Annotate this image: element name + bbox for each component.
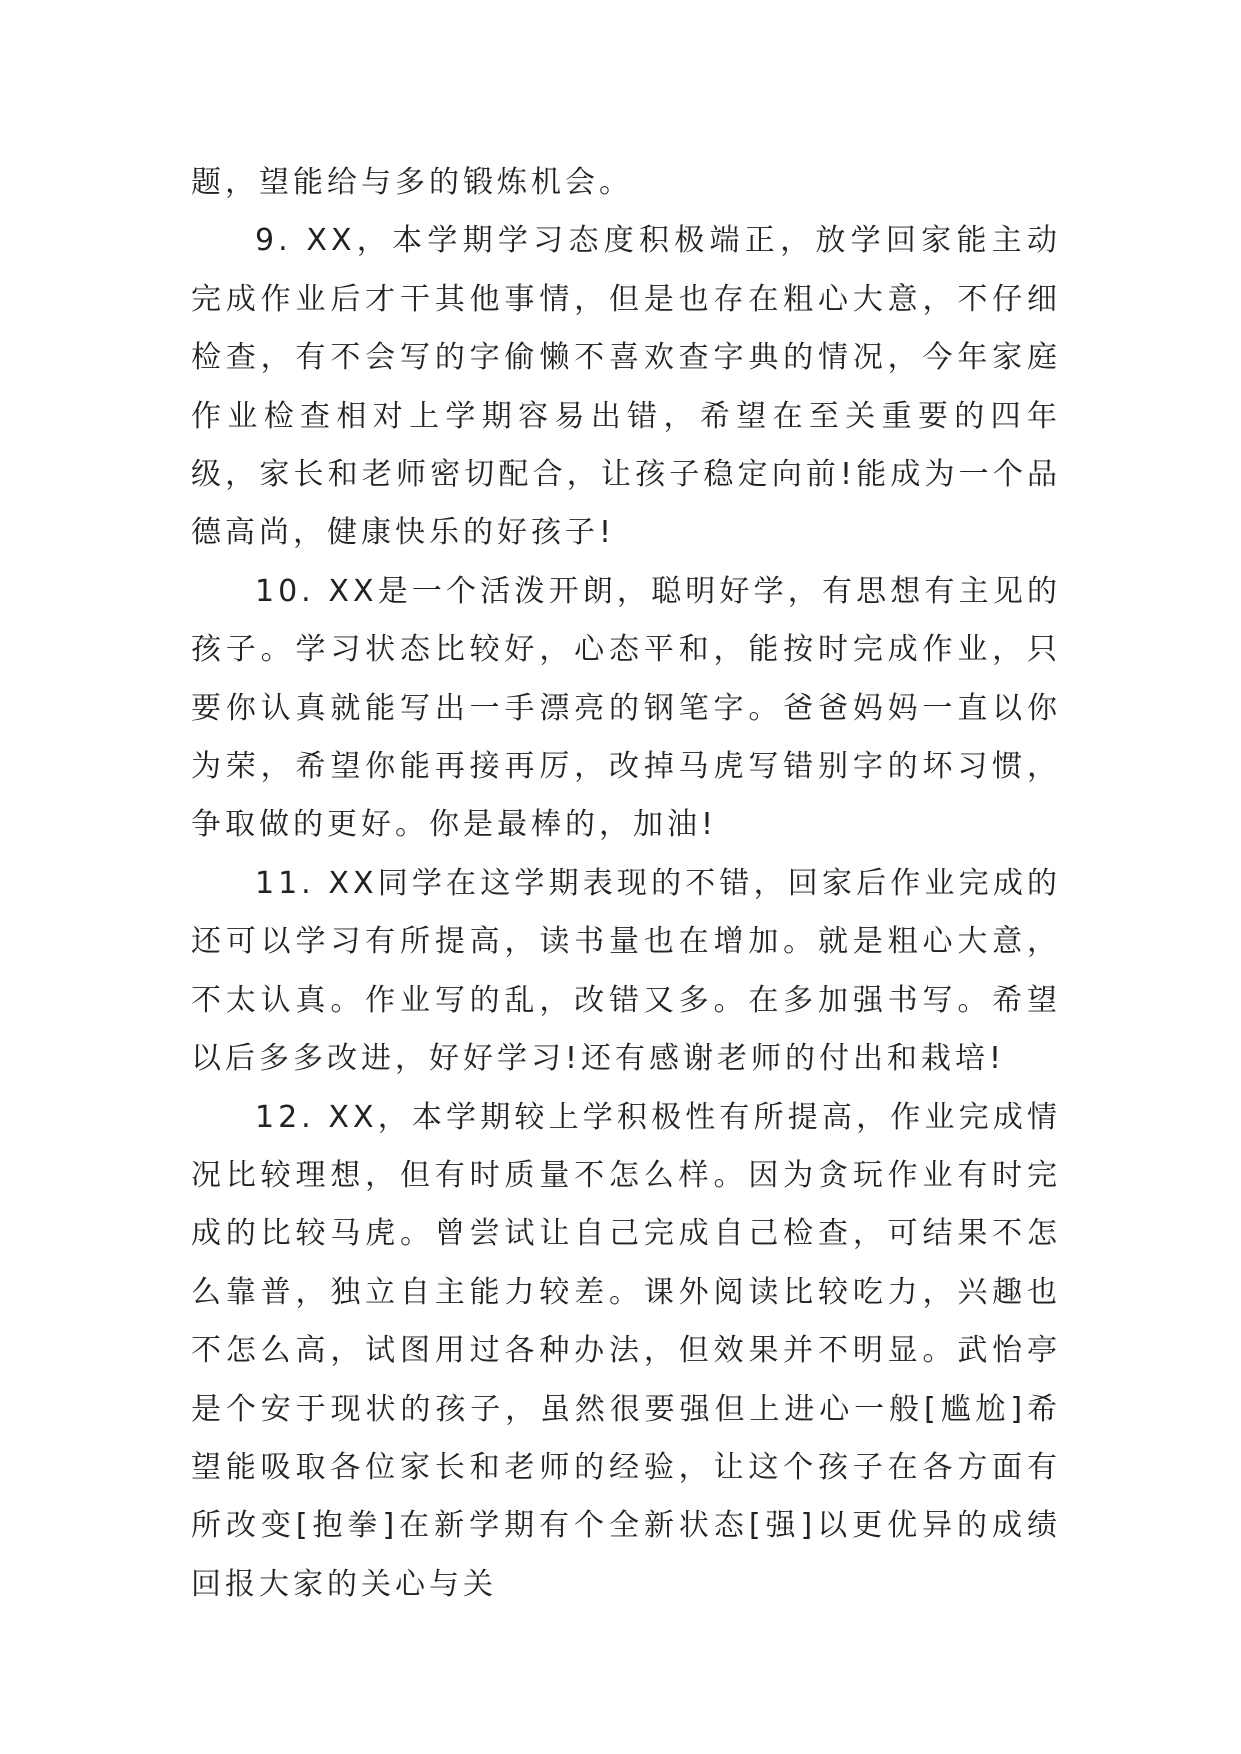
paragraph-item-10: 10. XX是一个活泼开朗，聪明好学，有思想有主见的孩子。学习状态比较好，心态平和，能按时完成作业，只要你认真就能写出一手漂亮的钢笔字。爸爸妈妈一直以你为荣，希望你能再接再厉，改掉马虎写错别字的坏习惯，争取做的更好。你是最棒的，加油!: [191, 573, 1061, 843]
paragraph-continuation: 题，望能给与多的锻炼机会。: [191, 165, 633, 200]
paragraph-item-9: 9. XX，本学期学习态度积极端正，放学回家能主动完成作业后才干其他事情，但是也存在粗心大意，不仔细检查，有不会写的字偷懒不喜欢查字典的情况，今年家庭作业检查相对上学期容易出错，希望在至关重要的四年级，家长和老师密切配合，让孩子稳定向前!能成为一个品德高尚，健康快乐的好孩子!: [191, 223, 1061, 551]
document-body: [191, 154, 1061, 1614]
paragraph-item-12: 12. XX，本学期较上学积极性有所提高，作业完成情况比较理想，但有时质量不怎么样。因为贪玩作业有时完成的比较马虎。曾尝试让自己完成自己检查，可结果不怎么靠普，独立自主能力较差。课外阅读比较吃力，兴趣也不怎么高，试图用过各种办法，但效果并不明显。武怡亭是个安于现状的孩子，虽然很要强但上进心一般[尴尬]希望能吸取各位家长和老师的经验，让这个孩子在各方面有所改变[抱拳]在新学期有个全新状态[强]以更优异的成绩回报大家的关心与关: [191, 1099, 1061, 1602]
paragraph-item-11: 11. XX同学在这学期表现的不错，回家后作业完成的还可以学习有所提高，读书量也在增加。就是粗心大意，不太认真。作业写的乱，改错又多。在多加强书写。希望以后多多改进，好好学习!还有感谢老师的付出和栽培!: [191, 865, 1061, 1077]
